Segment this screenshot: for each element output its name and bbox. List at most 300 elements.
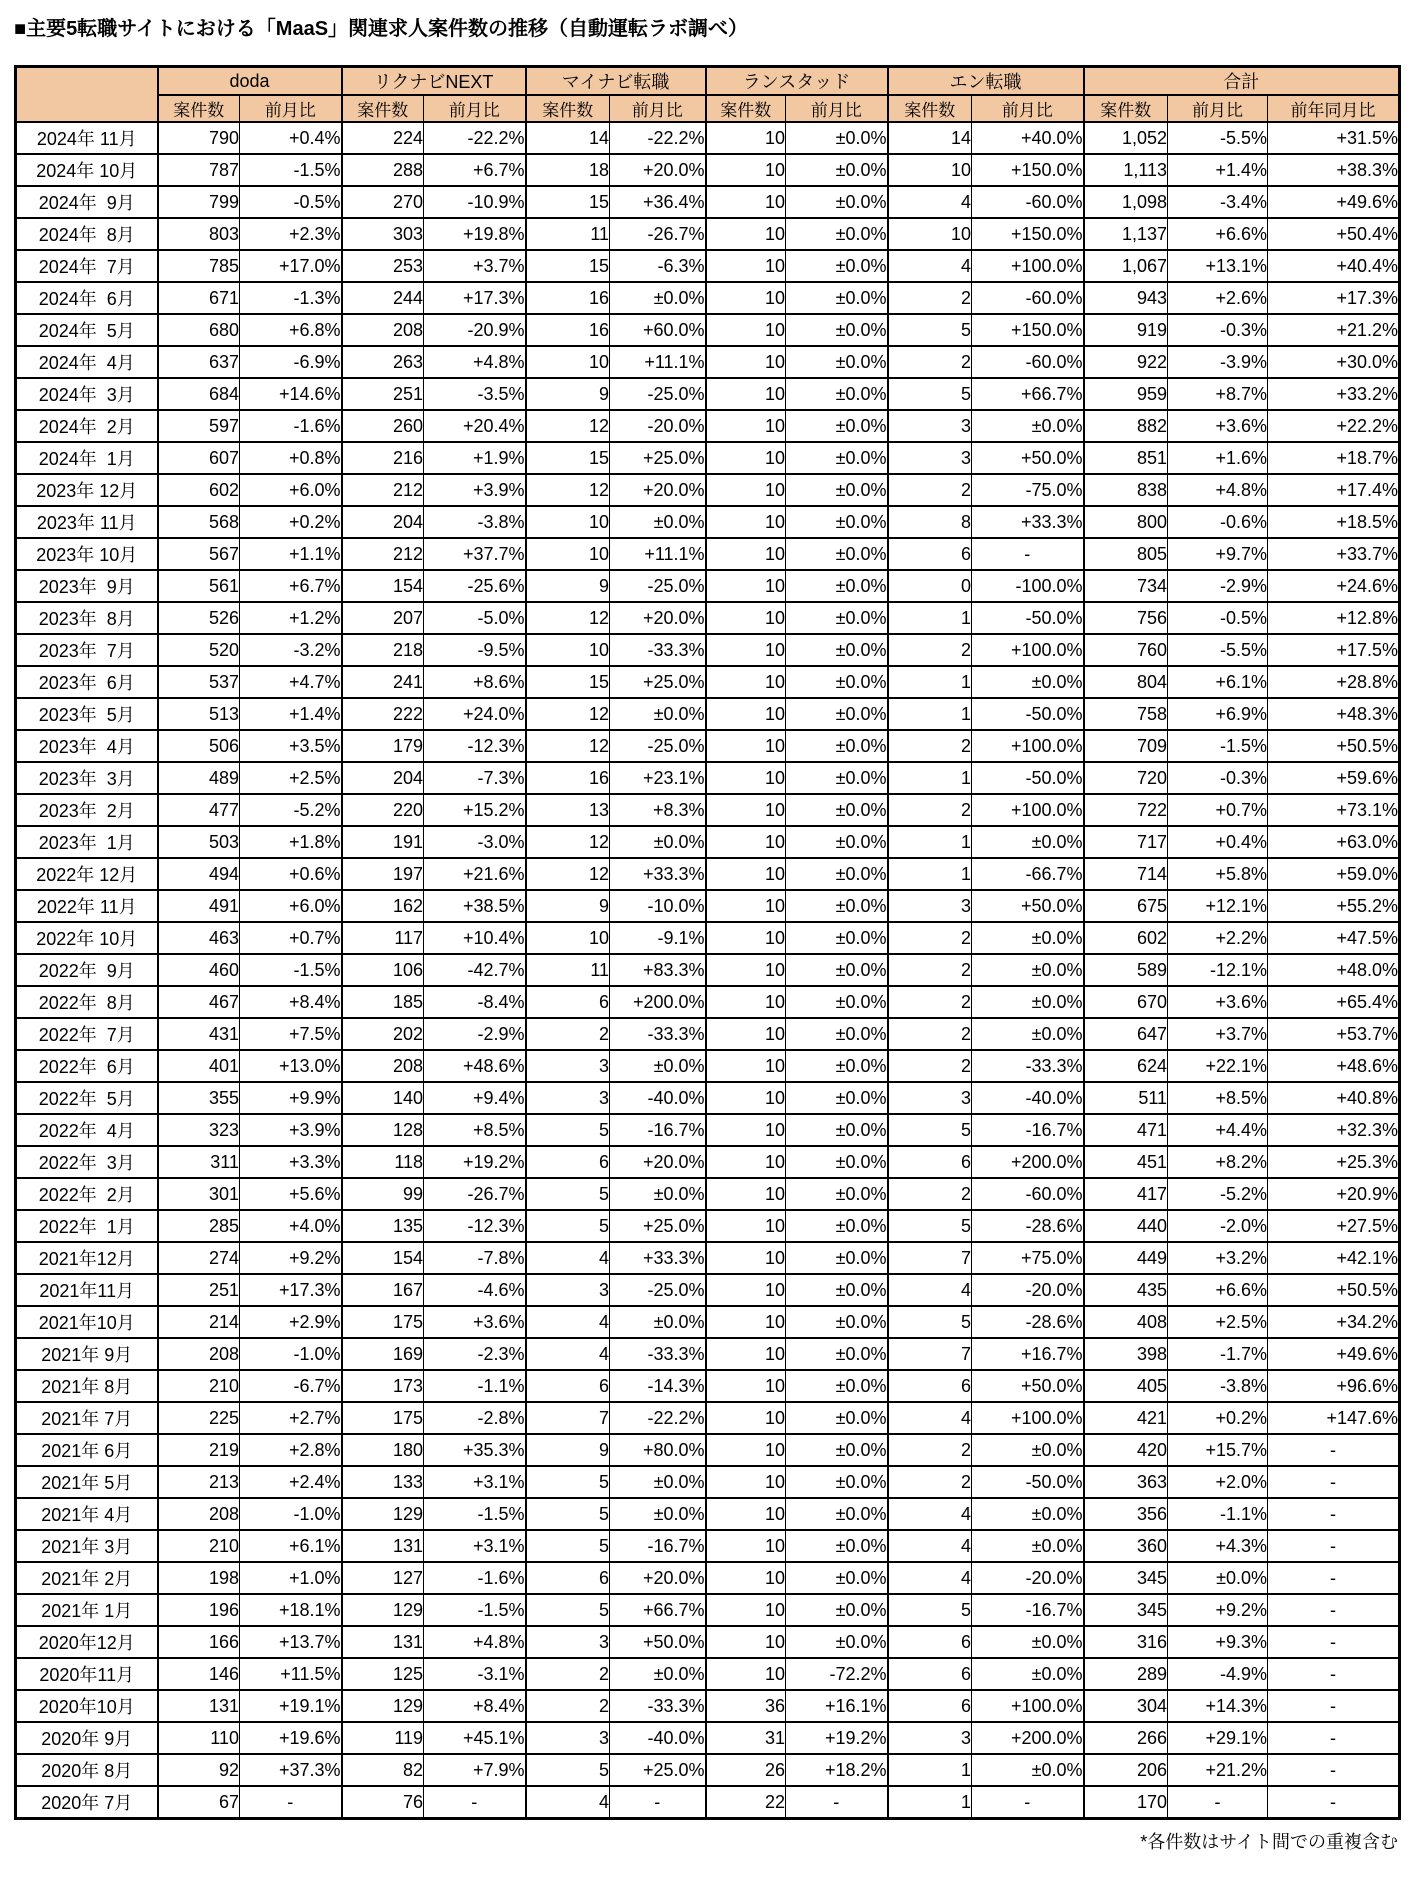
en-count-cell: 4: [888, 1562, 972, 1594]
total-count-cell: 1,098: [1084, 186, 1168, 218]
mynavi-mom-cell: -40.0%: [610, 1722, 706, 1754]
doda-count-cell: 219: [158, 1434, 240, 1466]
total-yoy-cell: -: [1268, 1754, 1400, 1786]
month-cell: 2023年 10月: [16, 538, 158, 570]
total-mom-cell: -3.4%: [1168, 186, 1268, 218]
randstad-mom-cell: ±0.0%: [786, 570, 888, 602]
sub-header-row: [16, 95, 1400, 122]
mynavi-mom-cell: +33.3%: [610, 1242, 706, 1274]
en-mom-cell: +66.7%: [972, 378, 1084, 410]
col-header-rikunabi-mom: 前月比: [424, 95, 526, 122]
mynavi-count-cell: 5: [526, 1114, 610, 1146]
total-yoy-cell: +48.3%: [1268, 698, 1400, 730]
doda-count-cell: 671: [158, 282, 240, 314]
rikunabi-mom-cell: +3.6%: [424, 1306, 526, 1338]
randstad-count-cell: 10: [706, 282, 786, 314]
month-cell: 2022年 2月: [16, 1178, 158, 1210]
en-mom-cell: ±0.0%: [972, 1626, 1084, 1658]
mynavi-count-cell: 9: [526, 570, 610, 602]
rikunabi-mom-cell: +3.7%: [424, 250, 526, 282]
total-count-cell: 1,052: [1084, 122, 1168, 154]
table-row: [16, 890, 1400, 922]
doda-count-cell: 225: [158, 1402, 240, 1434]
month-cell: 2023年 9月: [16, 570, 158, 602]
mynavi-mom-cell: ±0.0%: [610, 1306, 706, 1338]
en-count-cell: 14: [888, 122, 972, 154]
randstad-mom-cell: ±0.0%: [786, 794, 888, 826]
month-cell: 2022年 1月: [16, 1210, 158, 1242]
table-row: [16, 1530, 1400, 1562]
table-row: [16, 1082, 1400, 1114]
en-count-cell: 2: [888, 730, 972, 762]
total-count-cell: 851: [1084, 442, 1168, 474]
table-row: [16, 1146, 1400, 1178]
total-mom-cell: -12.1%: [1168, 954, 1268, 986]
rikunabi-mom-cell: +3.1%: [424, 1530, 526, 1562]
en-mom-cell: +200.0%: [972, 1722, 1084, 1754]
rikunabi-count-cell: 175: [342, 1306, 424, 1338]
en-count-cell: 1: [888, 602, 972, 634]
rikunabi-mom-cell: +38.5%: [424, 890, 526, 922]
month-cell: 2021年12月: [16, 1242, 158, 1274]
total-count-cell: 417: [1084, 1178, 1168, 1210]
randstad-count-cell: 10: [706, 634, 786, 666]
col-header-en-count: 案件数: [888, 95, 972, 122]
month-cell: 2024年 2月: [16, 410, 158, 442]
mynavi-mom-cell: +60.0%: [610, 314, 706, 346]
en-mom-cell: ±0.0%: [972, 826, 1084, 858]
randstad-mom-cell: ±0.0%: [786, 602, 888, 634]
randstad-count-cell: 10: [706, 794, 786, 826]
month-cell: 2024年 11月: [16, 122, 158, 154]
rikunabi-count-cell: 204: [342, 506, 424, 538]
randstad-count-cell: 10: [706, 698, 786, 730]
rikunabi-count-cell: 212: [342, 474, 424, 506]
total-yoy-cell: +49.6%: [1268, 1338, 1400, 1370]
total-mom-cell: -0.3%: [1168, 762, 1268, 794]
rikunabi-mom-cell: -9.5%: [424, 634, 526, 666]
total-mom-cell: -1.7%: [1168, 1338, 1268, 1370]
total-mom-cell: +2.0%: [1168, 1466, 1268, 1498]
rikunabi-mom-cell: -1.5%: [424, 1594, 526, 1626]
en-count-cell: 1: [888, 666, 972, 698]
doda-mom-cell: +0.4%: [240, 122, 342, 154]
doda-mom-cell: +2.5%: [240, 762, 342, 794]
total-yoy-cell: +32.3%: [1268, 1114, 1400, 1146]
doda-mom-cell: +13.0%: [240, 1050, 342, 1082]
total-mom-cell: +4.4%: [1168, 1114, 1268, 1146]
rikunabi-mom-cell: +19.8%: [424, 218, 526, 250]
rikunabi-mom-cell: +45.1%: [424, 1722, 526, 1754]
mynavi-mom-cell: -16.7%: [610, 1114, 706, 1146]
doda-mom-cell: +9.9%: [240, 1082, 342, 1114]
mynavi-count-cell: 5: [526, 1754, 610, 1786]
table-row: [16, 122, 1400, 154]
total-yoy-cell: +33.2%: [1268, 378, 1400, 410]
total-count-cell: 1,067: [1084, 250, 1168, 282]
en-count-cell: 6: [888, 1690, 972, 1722]
mynavi-mom-cell: ±0.0%: [610, 1466, 706, 1498]
total-yoy-cell: +20.9%: [1268, 1178, 1400, 1210]
randstad-mom-cell: ±0.0%: [786, 154, 888, 186]
month-cell: 2024年 9月: [16, 186, 158, 218]
doda-mom-cell: +6.8%: [240, 314, 342, 346]
col-header-randstad-mom: 前月比: [786, 95, 888, 122]
randstad-count-cell: 36: [706, 1690, 786, 1722]
randstad-count-cell: 10: [706, 1082, 786, 1114]
month-cell: 2022年 6月: [16, 1050, 158, 1082]
randstad-mom-cell: +18.2%: [786, 1754, 888, 1786]
doda-count-cell: 607: [158, 442, 240, 474]
mynavi-count-cell: 5: [526, 1530, 610, 1562]
randstad-count-cell: 10: [706, 1466, 786, 1498]
mynavi-mom-cell: -: [610, 1786, 706, 1819]
col-header-mynavi-mom: 前月比: [610, 95, 706, 122]
randstad-mom-cell: ±0.0%: [786, 1210, 888, 1242]
en-mom-cell: +50.0%: [972, 442, 1084, 474]
mynavi-mom-cell: +36.4%: [610, 186, 706, 218]
mynavi-count-cell: 10: [526, 346, 610, 378]
table-row: [16, 442, 1400, 474]
randstad-count-cell: 10: [706, 506, 786, 538]
mynavi-mom-cell: +20.0%: [610, 602, 706, 634]
page-title: ■主要5転職サイトにおける「MaaS」関連求人案件数の推移（自動運転ラボ調べ）: [14, 18, 749, 40]
total-yoy-cell: +28.8%: [1268, 666, 1400, 698]
mynavi-mom-cell: +11.1%: [610, 538, 706, 570]
randstad-mom-cell: ±0.0%: [786, 122, 888, 154]
total-count-cell: 800: [1084, 506, 1168, 538]
total-yoy-cell: -: [1268, 1434, 1400, 1466]
total-mom-cell: -5.5%: [1168, 122, 1268, 154]
table-row: [16, 570, 1400, 602]
rikunabi-mom-cell: +9.4%: [424, 1082, 526, 1114]
rikunabi-count-cell: 128: [342, 1114, 424, 1146]
table-row: [16, 1690, 1400, 1722]
total-yoy-cell: +96.6%: [1268, 1370, 1400, 1402]
randstad-count-cell: 10: [706, 1018, 786, 1050]
month-cell: 2022年 12月: [16, 858, 158, 890]
mynavi-mom-cell: +25.0%: [610, 666, 706, 698]
doda-count-cell: 301: [158, 1178, 240, 1210]
en-mom-cell: +150.0%: [972, 154, 1084, 186]
randstad-mom-cell: ±0.0%: [786, 1114, 888, 1146]
rikunabi-count-cell: 135: [342, 1210, 424, 1242]
total-count-cell: 734: [1084, 570, 1168, 602]
total-mom-cell: -: [1168, 1786, 1268, 1819]
month-cell: 2021年 8月: [16, 1370, 158, 1402]
mynavi-count-cell: 10: [526, 922, 610, 954]
col-header-doda-mom: 前月比: [240, 95, 342, 122]
randstad-mom-cell: ±0.0%: [786, 538, 888, 570]
en-count-cell: 3: [888, 410, 972, 442]
randstad-count-cell: 10: [706, 1594, 786, 1626]
col-header-total-mom: 前月比: [1168, 95, 1268, 122]
doda-count-cell: 460: [158, 954, 240, 986]
mynavi-mom-cell: +23.1%: [610, 762, 706, 794]
mynavi-mom-cell: -33.3%: [610, 1690, 706, 1722]
rikunabi-mom-cell: -5.0%: [424, 602, 526, 634]
en-count-cell: 6: [888, 1146, 972, 1178]
rikunabi-count-cell: 208: [342, 314, 424, 346]
doda-mom-cell: +8.4%: [240, 986, 342, 1018]
doda-count-cell: 477: [158, 794, 240, 826]
mynavi-count-cell: 6: [526, 1146, 610, 1178]
randstad-count-cell: 10: [706, 954, 786, 986]
randstad-count-cell: 10: [706, 1658, 786, 1690]
doda-mom-cell: +0.7%: [240, 922, 342, 954]
mynavi-mom-cell: ±0.0%: [610, 1178, 706, 1210]
table-row: [16, 314, 1400, 346]
doda-count-cell: 401: [158, 1050, 240, 1082]
rikunabi-count-cell: 179: [342, 730, 424, 762]
total-count-cell: 304: [1084, 1690, 1168, 1722]
doda-mom-cell: +5.6%: [240, 1178, 342, 1210]
doda-count-cell: 526: [158, 602, 240, 634]
month-cell: 2022年 11月: [16, 890, 158, 922]
table-row: [16, 1370, 1400, 1402]
mynavi-count-cell: 12: [526, 826, 610, 858]
month-cell: 2023年 7月: [16, 634, 158, 666]
rikunabi-count-cell: 220: [342, 794, 424, 826]
mynavi-count-cell: 4: [526, 1786, 610, 1819]
mynavi-mom-cell: ±0.0%: [610, 1050, 706, 1082]
rikunabi-count-cell: 131: [342, 1530, 424, 1562]
total-yoy-cell: +27.5%: [1268, 1210, 1400, 1242]
randstad-count-cell: 10: [706, 858, 786, 890]
mynavi-mom-cell: -9.1%: [610, 922, 706, 954]
doda-count-cell: 568: [158, 506, 240, 538]
rikunabi-count-cell: 222: [342, 698, 424, 730]
table-row: [16, 602, 1400, 634]
mynavi-mom-cell: -33.3%: [610, 634, 706, 666]
doda-count-cell: 146: [158, 1658, 240, 1690]
doda-mom-cell: +4.7%: [240, 666, 342, 698]
en-mom-cell: -60.0%: [972, 1178, 1084, 1210]
month-cell: 2024年 10月: [16, 154, 158, 186]
doda-count-cell: 210: [158, 1530, 240, 1562]
footnote: *各件数はサイト間での重複含む: [1140, 1832, 1398, 1852]
doda-mom-cell: +17.3%: [240, 1274, 342, 1306]
mynavi-mom-cell: -22.2%: [610, 122, 706, 154]
rikunabi-mom-cell: +4.8%: [424, 1626, 526, 1658]
month-cell: 2021年10月: [16, 1306, 158, 1338]
randstad-mom-cell: +16.1%: [786, 1690, 888, 1722]
en-mom-cell: +150.0%: [972, 218, 1084, 250]
rikunabi-mom-cell: +24.0%: [424, 698, 526, 730]
rikunabi-mom-cell: -22.2%: [424, 122, 526, 154]
table-row: [16, 250, 1400, 282]
doda-mom-cell: +4.0%: [240, 1210, 342, 1242]
corner-cell: [16, 67, 158, 123]
rikunabi-mom-cell: -25.6%: [424, 570, 526, 602]
rikunabi-count-cell: 129: [342, 1690, 424, 1722]
month-cell: 2024年 6月: [16, 282, 158, 314]
doda-count-cell: 208: [158, 1338, 240, 1370]
mynavi-count-cell: 5: [526, 1178, 610, 1210]
doda-count-cell: 110: [158, 1722, 240, 1754]
month-cell: 2024年 1月: [16, 442, 158, 474]
mynavi-count-cell: 16: [526, 762, 610, 794]
total-mom-cell: ±0.0%: [1168, 1562, 1268, 1594]
en-count-cell: 4: [888, 1498, 972, 1530]
table-row: [16, 1722, 1400, 1754]
total-mom-cell: +3.6%: [1168, 410, 1268, 442]
rikunabi-count-cell: 216: [342, 442, 424, 474]
randstad-count-cell: 10: [706, 410, 786, 442]
rikunabi-count-cell: 118: [342, 1146, 424, 1178]
mynavi-mom-cell: ±0.0%: [610, 698, 706, 730]
rikunabi-count-cell: 244: [342, 282, 424, 314]
col-header-total-count: 案件数: [1084, 95, 1168, 122]
rikunabi-mom-cell: +37.7%: [424, 538, 526, 570]
rikunabi-count-cell: 127: [342, 1562, 424, 1594]
total-count-cell: 760: [1084, 634, 1168, 666]
total-mom-cell: +9.2%: [1168, 1594, 1268, 1626]
month-cell: 2021年 4月: [16, 1498, 158, 1530]
rikunabi-count-cell: 191: [342, 826, 424, 858]
table-row: [16, 858, 1400, 890]
month-cell: 2023年 11月: [16, 506, 158, 538]
doda-mom-cell: +1.0%: [240, 1562, 342, 1594]
en-count-cell: 1: [888, 698, 972, 730]
total-count-cell: 943: [1084, 282, 1168, 314]
randstad-mom-cell: ±0.0%: [786, 378, 888, 410]
month-cell: 2023年 8月: [16, 602, 158, 634]
total-mom-cell: +4.8%: [1168, 474, 1268, 506]
doda-count-cell: 92: [158, 1754, 240, 1786]
randstad-count-cell: 10: [706, 186, 786, 218]
en-mom-cell: ±0.0%: [972, 986, 1084, 1018]
doda-count-cell: 537: [158, 666, 240, 698]
randstad-mom-cell: +19.2%: [786, 1722, 888, 1754]
month-cell: 2021年 7月: [16, 1402, 158, 1434]
mynavi-count-cell: 2: [526, 1658, 610, 1690]
randstad-mom-cell: ±0.0%: [786, 1306, 888, 1338]
total-mom-cell: +1.4%: [1168, 154, 1268, 186]
total-count-cell: 398: [1084, 1338, 1168, 1370]
randstad-mom-cell: ±0.0%: [786, 1146, 888, 1178]
mynavi-mom-cell: ±0.0%: [610, 506, 706, 538]
total-yoy-cell: +22.2%: [1268, 410, 1400, 442]
en-count-cell: 2: [888, 986, 972, 1018]
month-cell: 2024年 7月: [16, 250, 158, 282]
rikunabi-mom-cell: -12.3%: [424, 1210, 526, 1242]
rikunabi-mom-cell: -3.0%: [424, 826, 526, 858]
total-count-cell: 959: [1084, 378, 1168, 410]
mynavi-count-cell: 4: [526, 1242, 610, 1274]
rikunabi-mom-cell: -7.8%: [424, 1242, 526, 1274]
mynavi-count-cell: 5: [526, 1498, 610, 1530]
total-count-cell: 922: [1084, 346, 1168, 378]
total-mom-cell: +8.5%: [1168, 1082, 1268, 1114]
total-count-cell: 345: [1084, 1594, 1168, 1626]
month-cell: 2020年11月: [16, 1658, 158, 1690]
rikunabi-count-cell: 129: [342, 1594, 424, 1626]
total-yoy-cell: +24.6%: [1268, 570, 1400, 602]
total-yoy-cell: +34.2%: [1268, 1306, 1400, 1338]
rikunabi-mom-cell: +3.1%: [424, 1466, 526, 1498]
total-yoy-cell: -: [1268, 1594, 1400, 1626]
total-mom-cell: +4.3%: [1168, 1530, 1268, 1562]
en-mom-cell: -50.0%: [972, 602, 1084, 634]
mynavi-count-cell: 3: [526, 1050, 610, 1082]
table-row: [16, 1594, 1400, 1626]
table-row: [16, 1466, 1400, 1498]
doda-count-cell: 567: [158, 538, 240, 570]
doda-count-cell: 787: [158, 154, 240, 186]
mynavi-count-cell: 11: [526, 218, 610, 250]
rikunabi-mom-cell: +6.7%: [424, 154, 526, 186]
total-count-cell: 356: [1084, 1498, 1168, 1530]
en-count-cell: 5: [888, 1114, 972, 1146]
rikunabi-count-cell: 76: [342, 1786, 424, 1819]
doda-mom-cell: +7.5%: [240, 1018, 342, 1050]
mynavi-count-cell: 10: [526, 634, 610, 666]
mynavi-mom-cell: +25.0%: [610, 442, 706, 474]
total-yoy-cell: +49.6%: [1268, 186, 1400, 218]
mynavi-count-cell: 12: [526, 410, 610, 442]
total-mom-cell: -1.1%: [1168, 1498, 1268, 1530]
en-mom-cell: -60.0%: [972, 186, 1084, 218]
doda-count-cell: 431: [158, 1018, 240, 1050]
randstad-count-cell: 10: [706, 474, 786, 506]
total-count-cell: 805: [1084, 538, 1168, 570]
randstad-mom-cell: ±0.0%: [786, 1434, 888, 1466]
randstad-mom-cell: ±0.0%: [786, 506, 888, 538]
en-count-cell: 5: [888, 314, 972, 346]
mynavi-mom-cell: +25.0%: [610, 1754, 706, 1786]
total-yoy-cell: +147.6%: [1268, 1402, 1400, 1434]
total-count-cell: 511: [1084, 1082, 1168, 1114]
rikunabi-mom-cell: -26.7%: [424, 1178, 526, 1210]
month-cell: 2021年 2月: [16, 1562, 158, 1594]
randstad-mom-cell: ±0.0%: [786, 698, 888, 730]
en-mom-cell: +50.0%: [972, 890, 1084, 922]
mynavi-count-cell: 3: [526, 1722, 610, 1754]
total-mom-cell: -0.6%: [1168, 506, 1268, 538]
rikunabi-count-cell: 173: [342, 1370, 424, 1402]
month-cell: 2020年 9月: [16, 1722, 158, 1754]
rikunabi-mom-cell: -20.9%: [424, 314, 526, 346]
randstad-mom-cell: ±0.0%: [786, 1274, 888, 1306]
total-mom-cell: +6.6%: [1168, 218, 1268, 250]
en-mom-cell: -50.0%: [972, 698, 1084, 730]
total-mom-cell: -0.5%: [1168, 602, 1268, 634]
doda-mom-cell: -1.5%: [240, 154, 342, 186]
total-count-cell: 289: [1084, 1658, 1168, 1690]
rikunabi-count-cell: 207: [342, 602, 424, 634]
total-mom-cell: -2.0%: [1168, 1210, 1268, 1242]
total-yoy-cell: +48.0%: [1268, 954, 1400, 986]
doda-mom-cell: +0.2%: [240, 506, 342, 538]
table-row: [16, 1306, 1400, 1338]
rikunabi-mom-cell: -2.8%: [424, 1402, 526, 1434]
mynavi-mom-cell: -40.0%: [610, 1082, 706, 1114]
randstad-count-cell: 26: [706, 1754, 786, 1786]
rikunabi-mom-cell: -10.9%: [424, 186, 526, 218]
total-mom-cell: +2.2%: [1168, 922, 1268, 954]
total-count-cell: 405: [1084, 1370, 1168, 1402]
en-mom-cell: ±0.0%: [972, 1658, 1084, 1690]
randstad-count-cell: 10: [706, 218, 786, 250]
total-mom-cell: +8.7%: [1168, 378, 1268, 410]
doda-mom-cell: -3.2%: [240, 634, 342, 666]
total-count-cell: 624: [1084, 1050, 1168, 1082]
en-mom-cell: +33.3%: [972, 506, 1084, 538]
doda-count-cell: 513: [158, 698, 240, 730]
rikunabi-count-cell: 133: [342, 1466, 424, 1498]
doda-count-cell: 323: [158, 1114, 240, 1146]
